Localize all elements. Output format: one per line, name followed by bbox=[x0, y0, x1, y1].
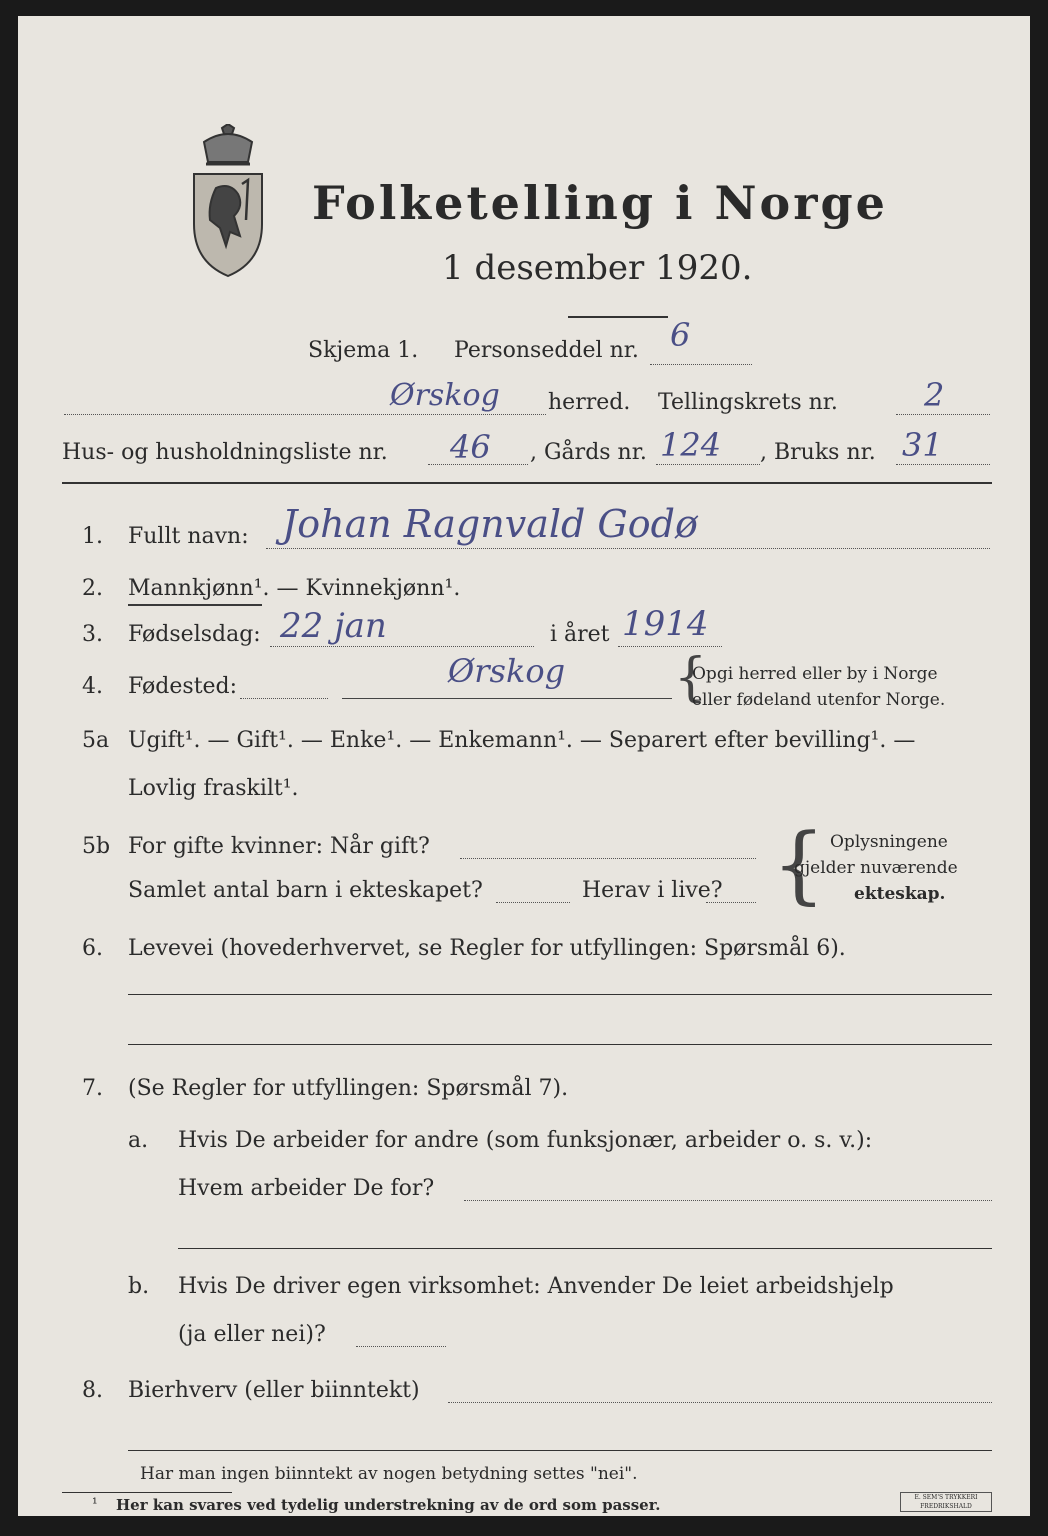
full-name-field[interactable] bbox=[266, 548, 990, 549]
q7b-label: Hvis De driver egen virksomhet: Anvender De leiet arbeidshjelp bbox=[178, 1274, 894, 1299]
q3-number: 3. bbox=[82, 622, 103, 647]
bruks-field[interactable] bbox=[896, 464, 990, 465]
q5b-number: 5b bbox=[82, 834, 111, 859]
q2-number: 2. bbox=[82, 576, 103, 601]
title-divider bbox=[568, 316, 668, 318]
footnote-rule bbox=[62, 1492, 232, 1493]
schema-label: Skjema 1. bbox=[308, 338, 419, 363]
q5b-note-line2: gjelder nuværende bbox=[794, 858, 958, 878]
marriage-date-field[interactable] bbox=[460, 858, 756, 859]
coat-of-arms-icon bbox=[186, 124, 270, 278]
birthyear-field[interactable] bbox=[618, 646, 722, 647]
q7a-number: a. bbox=[128, 1128, 149, 1153]
q7a-label-line2: Hvem arbeider De for? bbox=[178, 1176, 435, 1201]
hired-help-field[interactable] bbox=[356, 1346, 446, 1347]
birthplace-field[interactable] bbox=[342, 698, 672, 699]
gards-field[interactable] bbox=[656, 464, 760, 465]
header-rule bbox=[62, 482, 992, 484]
census-date: 1 desember 1920. bbox=[442, 248, 753, 288]
birthdate-field[interactable] bbox=[270, 646, 534, 647]
form-title: Folketelling i Norge bbox=[312, 176, 888, 230]
q2-label: Mannkjønn¹. — Kvinnekjønn¹. bbox=[128, 576, 461, 601]
census-form bbox=[18, 16, 1030, 1516]
personseddel-field[interactable] bbox=[650, 364, 752, 365]
q7b-number: b. bbox=[128, 1274, 150, 1299]
birthdate-value: 22 jan bbox=[280, 606, 387, 646]
bruks-label: , Bruks nr. bbox=[760, 440, 876, 465]
side-income-field[interactable] bbox=[448, 1402, 992, 1403]
tellingskrets-field[interactable] bbox=[896, 414, 990, 415]
personseddel-value: 6 bbox=[670, 316, 691, 354]
occupation-field-2[interactable] bbox=[128, 1044, 992, 1045]
printer-stamp: E. SEM'S TRYKKERI FREDRIKSHALD bbox=[900, 1492, 992, 1512]
q7a-label: Hvis De arbeider for andre (som funksjonær, arbeider o. s. v.): bbox=[178, 1128, 873, 1153]
q5b-note-line3: ekteskap. bbox=[854, 884, 946, 904]
footnote-mark: ¹ bbox=[92, 1496, 98, 1512]
q4-note-line1: Opgi herred eller by i Norge bbox=[692, 664, 938, 684]
occupation-field-1[interactable] bbox=[128, 994, 992, 995]
q6-number: 6. bbox=[82, 936, 103, 961]
q5b-label-line3: Herav i live? bbox=[582, 878, 723, 903]
q3-label: Fødselsdag: bbox=[128, 622, 261, 647]
q5b-label-line2: Samlet antal barn i ekteskapet? bbox=[128, 878, 483, 903]
q7b-label-line2: (ja eller nei)? bbox=[178, 1322, 326, 1347]
gards-value: 124 bbox=[660, 426, 722, 464]
footnote-text: Her kan svares ved tydelig understrekning av de ord som passer. bbox=[116, 1496, 661, 1514]
hus-value: 46 bbox=[450, 428, 491, 466]
q3-year-label: i året bbox=[550, 622, 610, 647]
q5a-label-line2: Lovlig fraskilt¹. bbox=[128, 776, 299, 801]
q5b-note-line1: Oplysningene bbox=[830, 832, 948, 852]
bruks-value: 31 bbox=[902, 426, 943, 464]
footer-note: Har man ingen biinntekt av nogen betydning settes "nei". bbox=[140, 1464, 638, 1484]
birthplace-value: Ørskog bbox=[448, 652, 566, 690]
q5b-label: For gifte kvinner: Når gift? bbox=[128, 834, 430, 859]
children-alive-field[interactable] bbox=[706, 902, 756, 903]
herred-value: Ørskog bbox=[390, 378, 500, 413]
q5a-label: Ugift¹. — Gift¹. — Enke¹. — Enkemann¹. — Separert efter bevilling¹. — bbox=[128, 728, 916, 753]
employer-field[interactable] bbox=[464, 1200, 992, 1201]
full-name-value: Johan Ragnvald Godø bbox=[282, 502, 698, 546]
q1-label: Fullt navn: bbox=[128, 524, 249, 549]
gards-label: , Gårds nr. bbox=[530, 440, 647, 465]
tellingskrets-label: Tellingskrets nr. bbox=[658, 390, 838, 415]
q7-number: 7. bbox=[82, 1076, 103, 1101]
birthyear-value: 1914 bbox=[622, 604, 709, 644]
q8-number: 8. bbox=[82, 1378, 103, 1403]
birthplace-field-left[interactable] bbox=[240, 698, 328, 699]
q4-number: 4. bbox=[82, 674, 103, 699]
q5a-number: 5a bbox=[82, 728, 110, 753]
q8-label: Bierhverv (eller biinntekt) bbox=[128, 1378, 420, 1403]
tellingskrets-value: 2 bbox=[924, 376, 945, 414]
side-income-field-2[interactable] bbox=[128, 1450, 992, 1451]
q4-note-line2: eller fødeland utenfor Norge. bbox=[692, 690, 946, 710]
q1-number: 1. bbox=[82, 524, 103, 549]
q6-label: Levevei (hovederhvervet, se Regler for utfyllingen: Spørsmål 6). bbox=[128, 936, 846, 961]
q4-brace: { bbox=[674, 648, 708, 708]
employer-field-2[interactable] bbox=[178, 1248, 992, 1249]
q5b-brace: { bbox=[772, 815, 826, 913]
q4-label: Fødested: bbox=[128, 674, 238, 699]
hus-label: Hus- og husholdningsliste nr. bbox=[62, 440, 388, 465]
herred-field[interactable] bbox=[64, 414, 546, 415]
mannkjonn-underline bbox=[128, 604, 262, 606]
children-count-field[interactable] bbox=[496, 902, 570, 903]
q7-label: (Se Regler for utfyllingen: Spørsmål 7). bbox=[128, 1076, 569, 1101]
personseddel-label: Personseddel nr. bbox=[454, 338, 639, 363]
herred-label: herred. bbox=[548, 390, 631, 415]
